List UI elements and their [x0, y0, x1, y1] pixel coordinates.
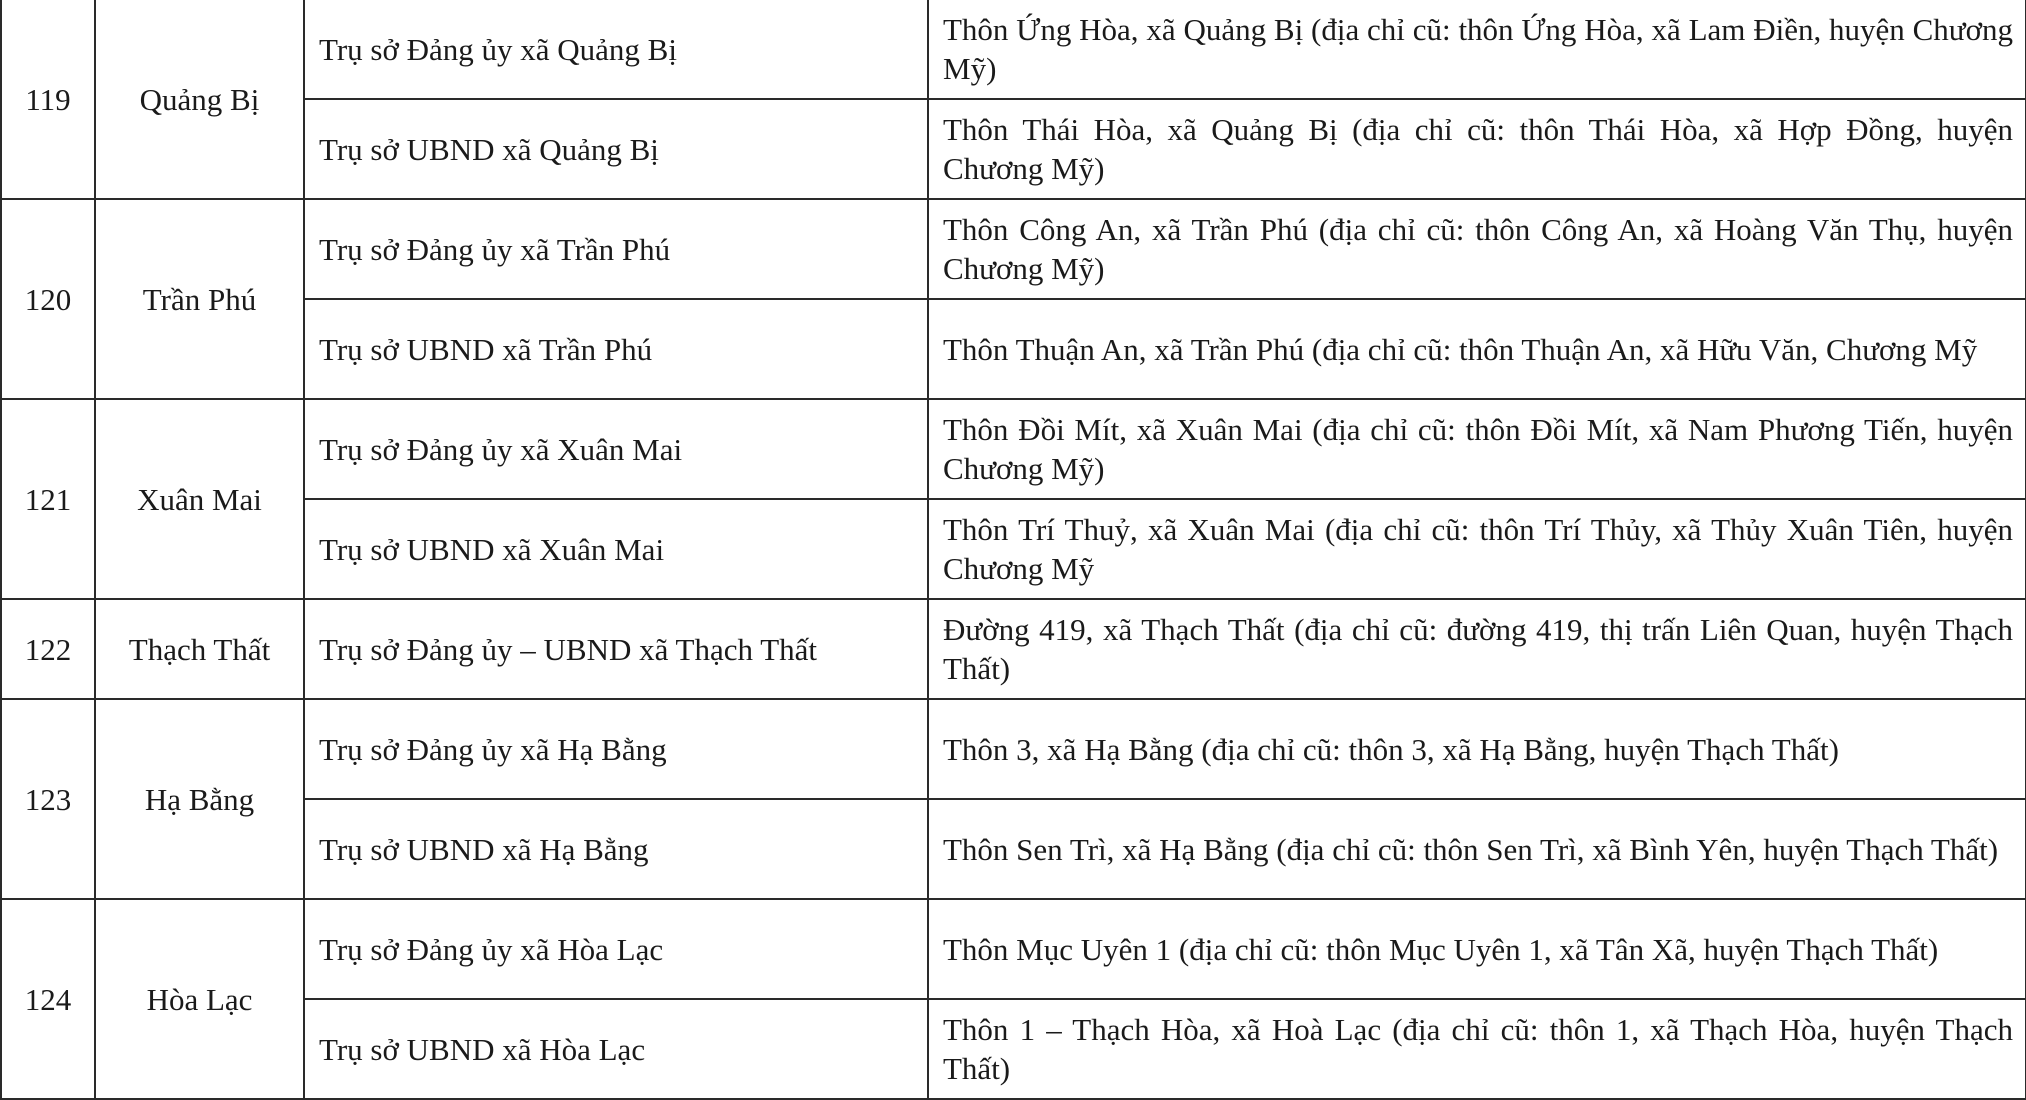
- office-name-cell: Trụ sở Đảng ủy xã Hạ Bằng: [304, 699, 928, 799]
- address-cell: Thôn Đồi Mít, xã Xuân Mai (địa chỉ cũ: thôn Đồi Mít, xã Nam Phương Tiến, huyện Chương Mỹ): [928, 399, 2026, 499]
- address-cell: Thôn Thuận An, xã Trần Phú (địa chỉ cũ: thôn Thuận An, xã Hữu Văn, Chương Mỹ: [928, 299, 2026, 399]
- table-row: [1, 0, 2026, 99]
- address-cell: Thôn Ứng Hòa, xã Quảng Bị (địa chỉ cũ: thôn Ứng Hòa, xã Lam Điền, huyện Chương Mỹ): [928, 0, 2026, 99]
- table-row: [1, 299, 2026, 399]
- address-cell: Thôn Thái Hòa, xã Quảng Bị (địa chỉ cũ: thôn Thái Hòa, xã Hợp Đồng, huyện Chương Mỹ): [928, 99, 2026, 199]
- table-row: [1, 799, 2026, 899]
- row-number-cell: 123: [1, 699, 95, 899]
- office-name-cell: Trụ sở Đảng ủy xã Quảng Bị: [304, 0, 928, 99]
- commune-name-cell: Hạ Bằng: [95, 699, 304, 899]
- table-row: [1, 99, 2026, 199]
- office-name-cell: Trụ sở UBND xã Xuân Mai: [304, 499, 928, 599]
- office-name-cell: Trụ sở UBND xã Hạ Bằng: [304, 799, 928, 899]
- commune-name-cell: Xuân Mai: [95, 399, 304, 599]
- table-body: [1, 0, 2026, 1099]
- office-name-cell: Trụ sở Đảng ủy xã Trần Phú: [304, 199, 928, 299]
- row-number-cell: 122: [1, 599, 95, 699]
- table-row: [1, 899, 2026, 999]
- commune-name-cell: Thạch Thất: [95, 599, 304, 699]
- row-number-cell: 119: [1, 0, 95, 199]
- table-row: [1, 999, 2026, 1099]
- address-cell: Thôn Trí Thuỷ, xã Xuân Mai (địa chỉ cũ: thôn Trí Thủy, xã Thủy Xuân Tiên, huyện Chương Mỹ: [928, 499, 2026, 599]
- address-cell: Thôn Sen Trì, xã Hạ Bằng (địa chỉ cũ: thôn Sen Trì, xã Bình Yên, huyện Thạch Thất): [928, 799, 2026, 899]
- address-cell: Thôn Công An, xã Trần Phú (địa chỉ cũ: thôn Công An, xã Hoàng Văn Thụ, huyện Chương Mỹ): [928, 199, 2026, 299]
- commune-name-cell: Quảng Bị: [95, 0, 304, 199]
- office-name-cell: Trụ sở Đảng ủy xã Xuân Mai: [304, 399, 928, 499]
- office-name-cell: Trụ sở Đảng ủy xã Hòa Lạc: [304, 899, 928, 999]
- office-name-cell: Trụ sở Đảng ủy – UBND xã Thạch Thất: [304, 599, 928, 699]
- table-row: [1, 499, 2026, 599]
- address-cell: Thôn Mục Uyên 1 (địa chỉ cũ: thôn Mục Uyên 1, xã Tân Xã, huyện Thạch Thất): [928, 899, 2026, 999]
- office-name-cell: Trụ sở UBND xã Hòa Lạc: [304, 999, 928, 1099]
- table-row: [1, 199, 2026, 299]
- commune-name-cell: Trần Phú: [95, 199, 304, 399]
- address-cell: Đường 419, xã Thạch Thất (địa chỉ cũ: đường 419, thị trấn Liên Quan, huyện Thạch Thất): [928, 599, 2026, 699]
- address-cell: Thôn 3, xã Hạ Bằng (địa chỉ cũ: thôn 3, xã Hạ Bằng, huyện Thạch Thất): [928, 699, 2026, 799]
- row-number-cell: 121: [1, 399, 95, 599]
- table-row: [1, 699, 2026, 799]
- office-name-cell: Trụ sở UBND xã Quảng Bị: [304, 99, 928, 199]
- commune-name-cell: Hòa Lạc: [95, 899, 304, 1099]
- row-number-cell: 124: [1, 899, 95, 1099]
- office-name-cell: Trụ sở UBND xã Trần Phú: [304, 299, 928, 399]
- table-row: [1, 599, 2026, 699]
- table-row: [1, 399, 2026, 499]
- address-cell: Thôn 1 – Thạch Hòa, xã Hoà Lạc (địa chỉ cũ: thôn 1, xã Thạch Hòa, huyện Thạch Thất): [928, 999, 2026, 1099]
- row-number-cell: 120: [1, 199, 95, 399]
